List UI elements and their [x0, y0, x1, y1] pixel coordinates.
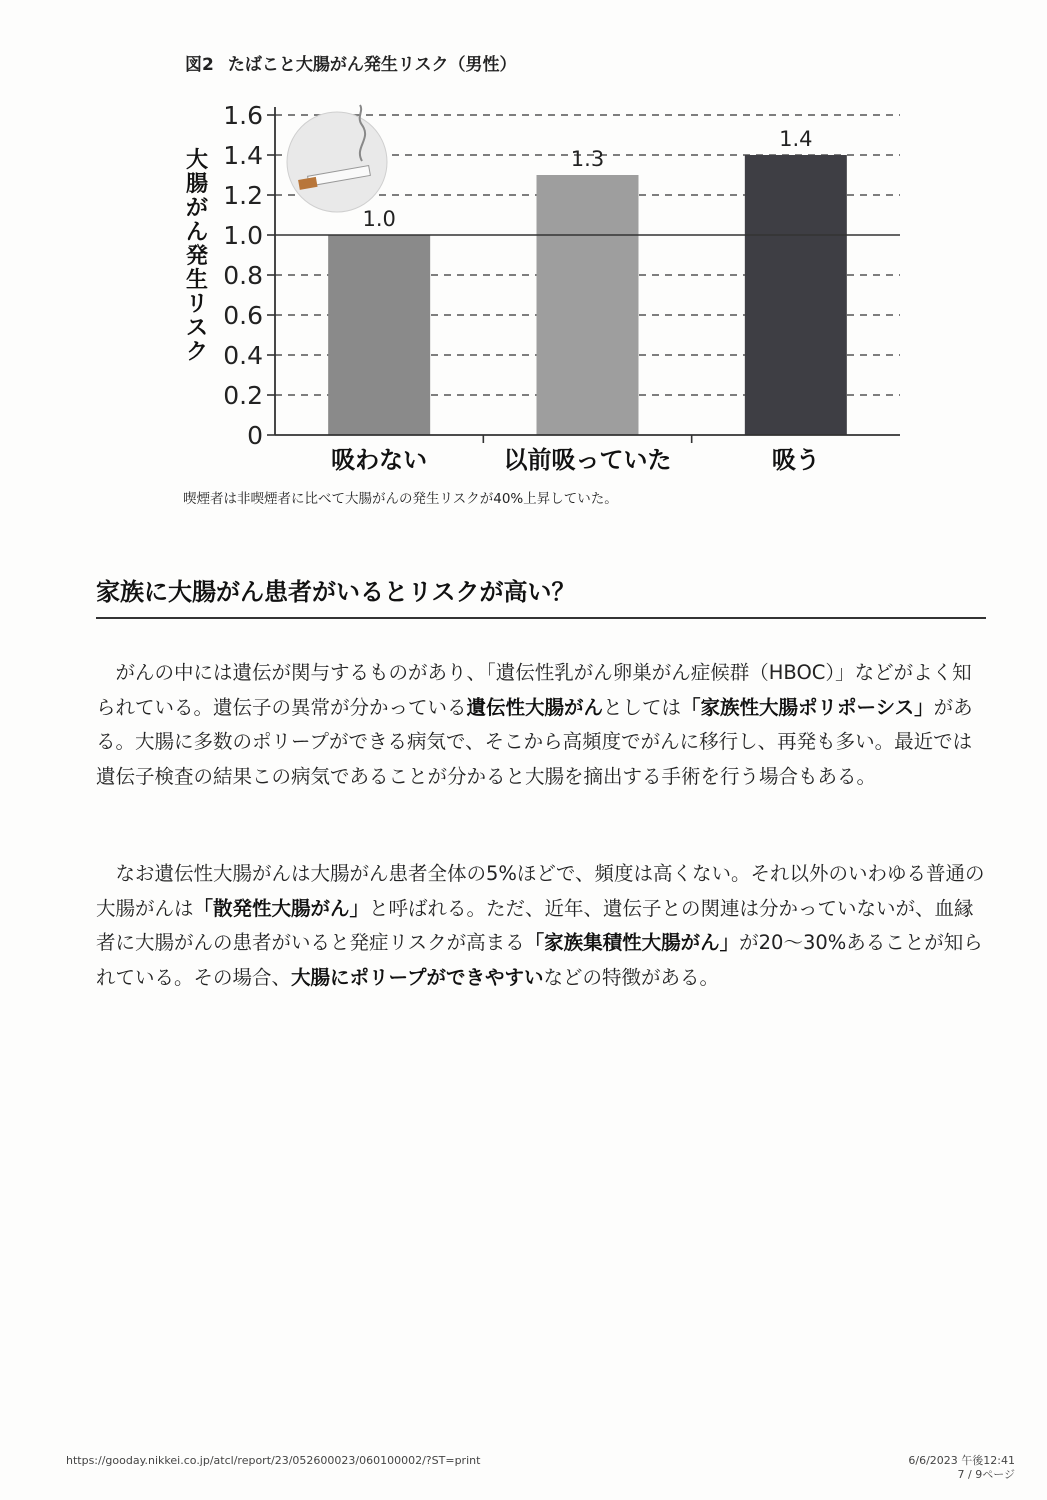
figure-title-text: たばこと大腸がん発生リスク（男性）: [227, 55, 517, 75]
x-category-label: 吸う: [771, 446, 820, 474]
footer-datetime: 6/6/2023 午後12:41: [908, 1454, 1015, 1467]
bar-value-label: 1.3: [570, 147, 605, 171]
footer-date-page: [908, 1454, 1015, 1482]
x-category-label: 以前吸っていた: [503, 446, 672, 474]
paragraph-1-text-3: がある。大腸に多数のポリープができる病気で、そこから高頻度でがんに移行し、再発も多い。最近では遺伝子検査の結果この病気であることが分かると大腸を摘出する手術を行う場合もある。: [96, 695, 973, 788]
y-tick-label: 1.2: [223, 181, 263, 210]
y-tick-label: 0.2: [223, 381, 263, 410]
y-tick-label: 0.6: [223, 301, 263, 330]
paragraph-2-text-3: が20〜30%あることが知られている。その場合、: [96, 931, 983, 989]
y-axis-label: 大腸がん発生リスク: [185, 148, 209, 365]
paragraph-2-text-4: などの特徴がある。: [543, 965, 720, 989]
paragraph-2-bold-3: 大腸にポリープができやすい: [291, 965, 544, 989]
paragraph-2-text-2: と呼ばれる。ただ、近年、遺伝子との関連は分かっていないが、血縁者に大腸がんの患者がいると発症リスクが高まる: [96, 896, 974, 954]
y-tick-label: 0.4: [223, 341, 263, 370]
paragraph-2-text-1: なお遺伝性大腸がんは大腸がん患者全体の5%ほどで、頻度は高くない。それ以外のいわゆる普通の大腸がんは: [96, 862, 985, 920]
paragraph-1: [96, 656, 986, 794]
y-tick-label: 0: [247, 421, 263, 450]
cigarette-icon: [287, 105, 387, 212]
section-heading: 家族に大腸がん患者がいるとリスクが高い？: [96, 572, 986, 619]
paragraph-2-bold-1: 「散発性大腸がん」: [193, 896, 370, 920]
figure-caption: 喫煙者は非喫煙者に比べて大腸がんの発生リスクが40%上昇していた。: [183, 491, 618, 507]
footer-url: https://gooday.nikkei.co.jp/atcl/report/23/052600023/060100002/?ST=print: [66, 1454, 481, 1467]
paragraph-2: [96, 857, 986, 995]
paragraph-1-text-1: がんの中には遺伝が関与するものがあり、「遺伝性乳がん卵巣がん症候群（HBOC）」などがよく知られている。遺伝子の異常が分かっている: [96, 661, 972, 719]
figure-number: 図2: [185, 55, 214, 75]
x-category-label: 吸わない: [331, 446, 428, 474]
bar-value-label: 1.0: [362, 207, 396, 231]
paragraph-1-text-2: としては: [603, 695, 682, 719]
y-tick-label: 0.8: [223, 261, 263, 290]
bar-value-label: 1.4: [779, 127, 813, 151]
figure-title: [185, 50, 517, 75]
bar: [745, 155, 847, 435]
bar: [328, 235, 430, 435]
y-tick-label: 1.0: [223, 221, 263, 250]
bar: [537, 175, 639, 435]
paragraph-1-bold-1: 遺伝性大腸がん: [466, 695, 604, 719]
y-tick-label: 1.6: [223, 101, 263, 130]
paragraph-1-bold-2: 「家族性大腸ポリポーシス」: [681, 695, 934, 719]
footer-page-number: 7 / 9ページ: [957, 1468, 1015, 1481]
paragraph-2-bold-2: 「家族集積性大腸がん」: [524, 931, 740, 954]
bar-chart: [170, 95, 910, 485]
y-tick-label: 1.4: [223, 141, 263, 170]
